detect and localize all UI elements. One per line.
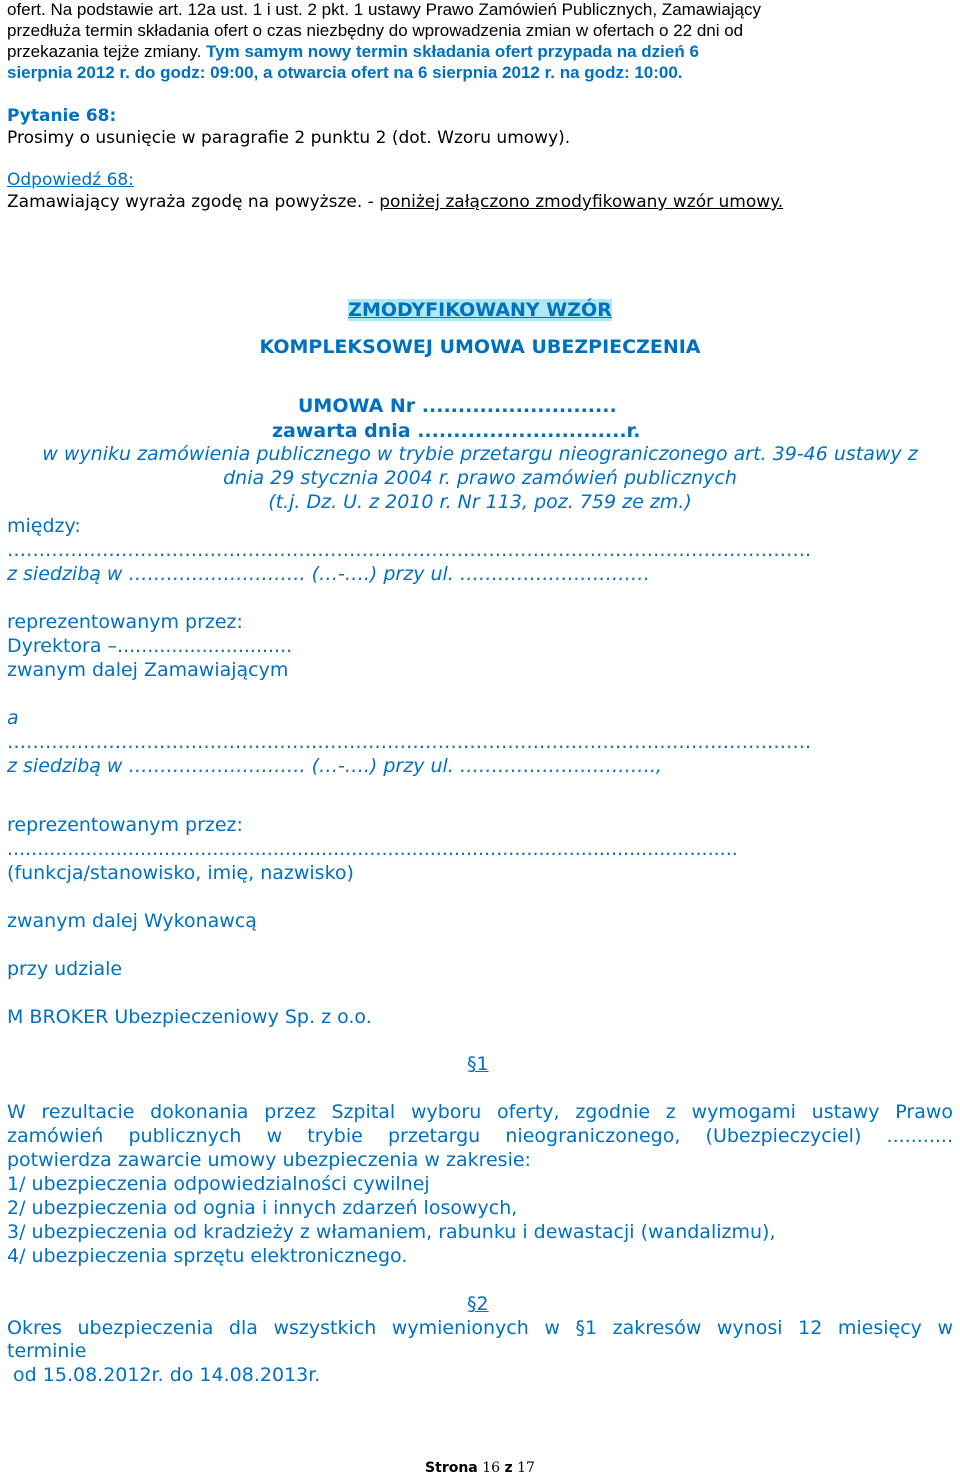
par2-heading: §2	[467, 1293, 489, 1315]
party2-represented-by: reprezentowanym przez:	[7, 814, 243, 836]
party1-name-dots: ……………………………………………………………………………………………………………….	[7, 539, 812, 561]
new-deadline-text: Tym samym nowy termin składania ofert przypada na dzień 6	[206, 42, 699, 61]
footer-page-number: 16	[482, 1460, 501, 1476]
list-item: 2/ ubezpieczenia od ognia i innych zdarzeń losowych,	[7, 1197, 518, 1219]
intro-line-2: przedłuża termin składania ofert o czas niezbędny do wprowadzenia zmian w ofertach o 22 dni od	[7, 21, 744, 40]
party2-rep-dots: .........................................................................................................................	[7, 838, 738, 860]
party2-called: zwanym dalej Wykonawcą	[7, 910, 257, 932]
footer-of-label: z	[504, 1460, 513, 1476]
and-label: a	[7, 707, 19, 729]
par1-line-2: zamówień publicznych w trybie przetargu nieograniczonego, (Ubezpieczyciel) ...........	[7, 1125, 953, 1147]
answer-text	[7, 192, 953, 212]
list-item: 4/ ubezpieczenia sprzętu elektronicznego.	[7, 1245, 408, 1267]
par1-line-1: W rezultacie dokonania przez Szpital wyboru oferty, zgodnie z wymogami ustawy Prawo	[7, 1101, 953, 1123]
party1-director: Dyrektora –.............................	[7, 635, 293, 657]
legal-basis-line-2: dnia 29 stycznia 2004 r. prawo zamówień publicznych	[223, 467, 737, 489]
contract-number: UMOWA Nr ...........................	[298, 395, 617, 417]
template-title	[7, 299, 953, 321]
broker-name: M BROKER Ubezpieczeniowy Sp. z o.o.	[7, 1006, 372, 1028]
par2-line-1: Okres ubezpieczenia dla wszystkich wymienionych w §1 zakresów wynosi 12 miesięcy w	[7, 1317, 953, 1339]
party1-called: zwanym dalej Zamawiającym	[7, 659, 289, 681]
legal-basis-line-3: (t.j. Dz. U. z 2010 r. Nr 113, poz. 759 ze zm.)	[268, 491, 692, 513]
with-participation: przy udziale	[7, 958, 123, 980]
question-text: Prosimy o usunięcie w paragrafie 2 punktu 2 (dot. Wzoru umowy).	[7, 128, 571, 148]
intro-line-1: ofert. Na podstawie art. 12a ust. 1 i ust. 2 pkt. 1 ustawy Prawo Zamówień Publicznych, Zamawiający	[7, 0, 762, 19]
answer-text-link: poniżej załączono zmodyfikowany wzór umowy.	[379, 192, 784, 212]
intro-line-4: sierpnia 2012 r. do godz: 09:00, a otwarcia ofert na 6 sierpnia 2012 r. na godz: 10:00.	[7, 63, 683, 82]
list-item: 1/ ubezpieczenia odpowiedzialności cywilnej	[7, 1173, 430, 1195]
question-label: Pytanie 68:	[7, 106, 117, 126]
legal-basis-line-1: w wyniku zamówienia publicznego w trybie przetargu nieograniczonego art. 39-46 ustawy z	[42, 443, 918, 465]
answer-text-plain: Zamawiający wyraża zgodę na powyższe. -	[7, 192, 380, 212]
contract-date: zawarta dnia .............................r.	[272, 420, 641, 442]
party1-represented-by: reprezentowanym przez:	[7, 611, 243, 633]
page-footer	[0, 1460, 960, 1476]
intro-line-3-plain: przekazania tejże zmiany.	[7, 42, 207, 61]
footer-page-label: Strona	[425, 1460, 478, 1476]
par2-line-2: terminie	[7, 1340, 87, 1362]
list-item: 3/ ubezpieczenia od kradzieży z włamaniem, rabunku i dewastacji (wandalizmu),	[7, 1221, 776, 1243]
answer-label: Odpowiedź 68:	[7, 170, 134, 190]
party2-function: (funkcja/stanowisko, imię, nazwisko)	[7, 862, 354, 884]
template-subtitle: KOMPLEKSOWEJ UMOWA UBEZPIECZENIA	[259, 336, 701, 358]
template-title-highlight: ZMODYFIKOWANY WZÓR	[348, 299, 612, 321]
party2-seat: z siedzibą w ………………………. (…-….) przy ul. ………………………….,	[7, 755, 662, 777]
par1-line-3: potwierdza zawarcie umowy ubezpieczenia w zakresie:	[7, 1149, 531, 1171]
par1-heading: §1	[467, 1053, 489, 1075]
party2-name-dots: ……………………………………………………………………………………………………………….	[7, 731, 812, 753]
par2-line-3: od 15.08.2012r. do 14.08.2013r.	[7, 1364, 321, 1386]
intro-line-3	[7, 42, 953, 62]
footer-page-total: 17	[517, 1460, 535, 1476]
party1-seat: z siedzibą w ………………………. (…-….) przy ul. …………………………	[7, 563, 650, 585]
between-label: między:	[7, 515, 81, 537]
